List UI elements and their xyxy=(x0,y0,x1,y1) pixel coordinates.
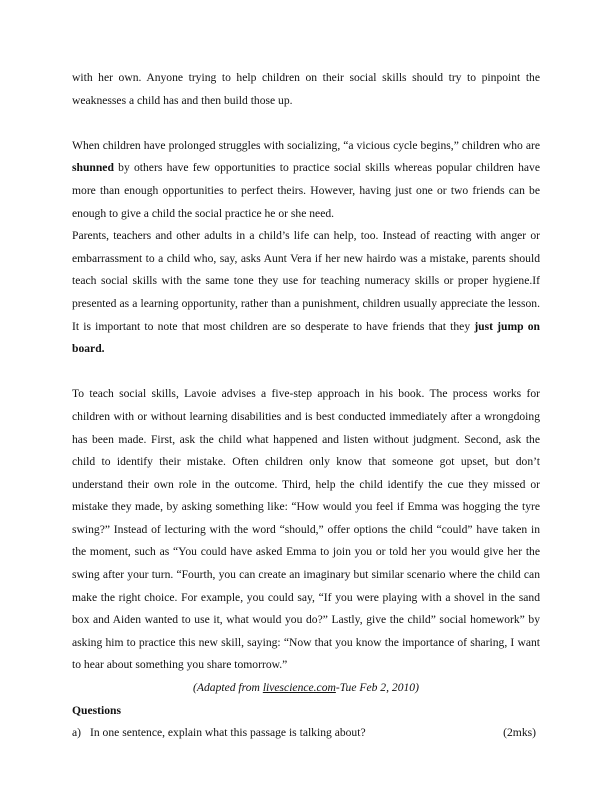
question-label: a) xyxy=(72,726,82,740)
paragraph-text: Parents, teachers and other adults in a child’s life can help, too. Instead of reacting with anger or embarrassment to a child who, say, asks Aunt Vera if her new hairdo was a mistake, parents should teach social skills with the same tone they use for teaching numeracy skills or proper hygiene.If presented as a learning opportunity, rather than a punishment, children usually appreciate the lesson. It is important to note that most children are so desperate to have friends that they xyxy=(72,229,540,333)
citation-prefix: (Adapted from xyxy=(193,681,263,695)
paragraph-vicious-cycle xyxy=(72,135,540,225)
bold-phrase-jump-on-board: just jump on board. xyxy=(72,319,541,356)
paragraph-continuation: with her own. Anyone trying to help children on their social skills should try to pinpoint the weaknesses a child has and then build those up. xyxy=(72,71,540,107)
question-text: In one sentence, explain what this passage is talking about? xyxy=(90,726,366,740)
document-page xyxy=(72,67,540,745)
questions-heading: Questions xyxy=(72,703,121,717)
paragraph-spacer xyxy=(72,361,540,384)
source-citation xyxy=(72,677,540,700)
bold-term-shunned: shunned xyxy=(72,161,114,175)
question-marks: (2mks) xyxy=(503,726,536,740)
citation-suffix: -Tue Feb 2, 2010) xyxy=(335,681,419,695)
paragraph-text: When children have prolonged struggles with socializing, “a vicious cycle begins,” children who are xyxy=(72,138,540,152)
source-link[interactable]: livescience.com xyxy=(262,681,336,695)
paragraph-parents xyxy=(72,225,540,361)
question-item xyxy=(72,722,540,745)
paragraph-five-step-approach: To teach social skills, Lavoie advises a five-step approach in his book. The process works for children with or without learning disabilities and is best conducted immediately after a wrongdoing has been made. First, ask the child what happened and listen without judgment. Second, ask the child to identify their mistake. Often children only know that someone got upset, but don’t understand their own role in the outcome. Third, help the child identify the cue they missed or mistake they made, by asking something like: “How would you feel if Emma was hogging the tyre swing?” Instead of lecturing with the word “should,” offer options the child “could” have taken in the moment, such as “You could have asked Emma to join you or told her you would give her the swing after your turn. “Fourth, you can create an imaginary but similar scenario where the child can make the right choice. For example, you could say, “If you were playing with a shovel in the sand box and Aiden wanted to use it, what would you do?” Lastly, give the child” social homework” by asking him to practice this new skill, saying: “Now that you know the importance of sharing, I want to hear about something you share tomorrow.” xyxy=(72,387,540,672)
paragraph-spacer xyxy=(72,112,540,135)
paragraph-text: by others have few opportunities to practice social skills whereas popular children have more than enough opportunities to perfect theirs. However, having just one or two friends can be enough to give a child the social practice he or she need. xyxy=(72,161,540,220)
